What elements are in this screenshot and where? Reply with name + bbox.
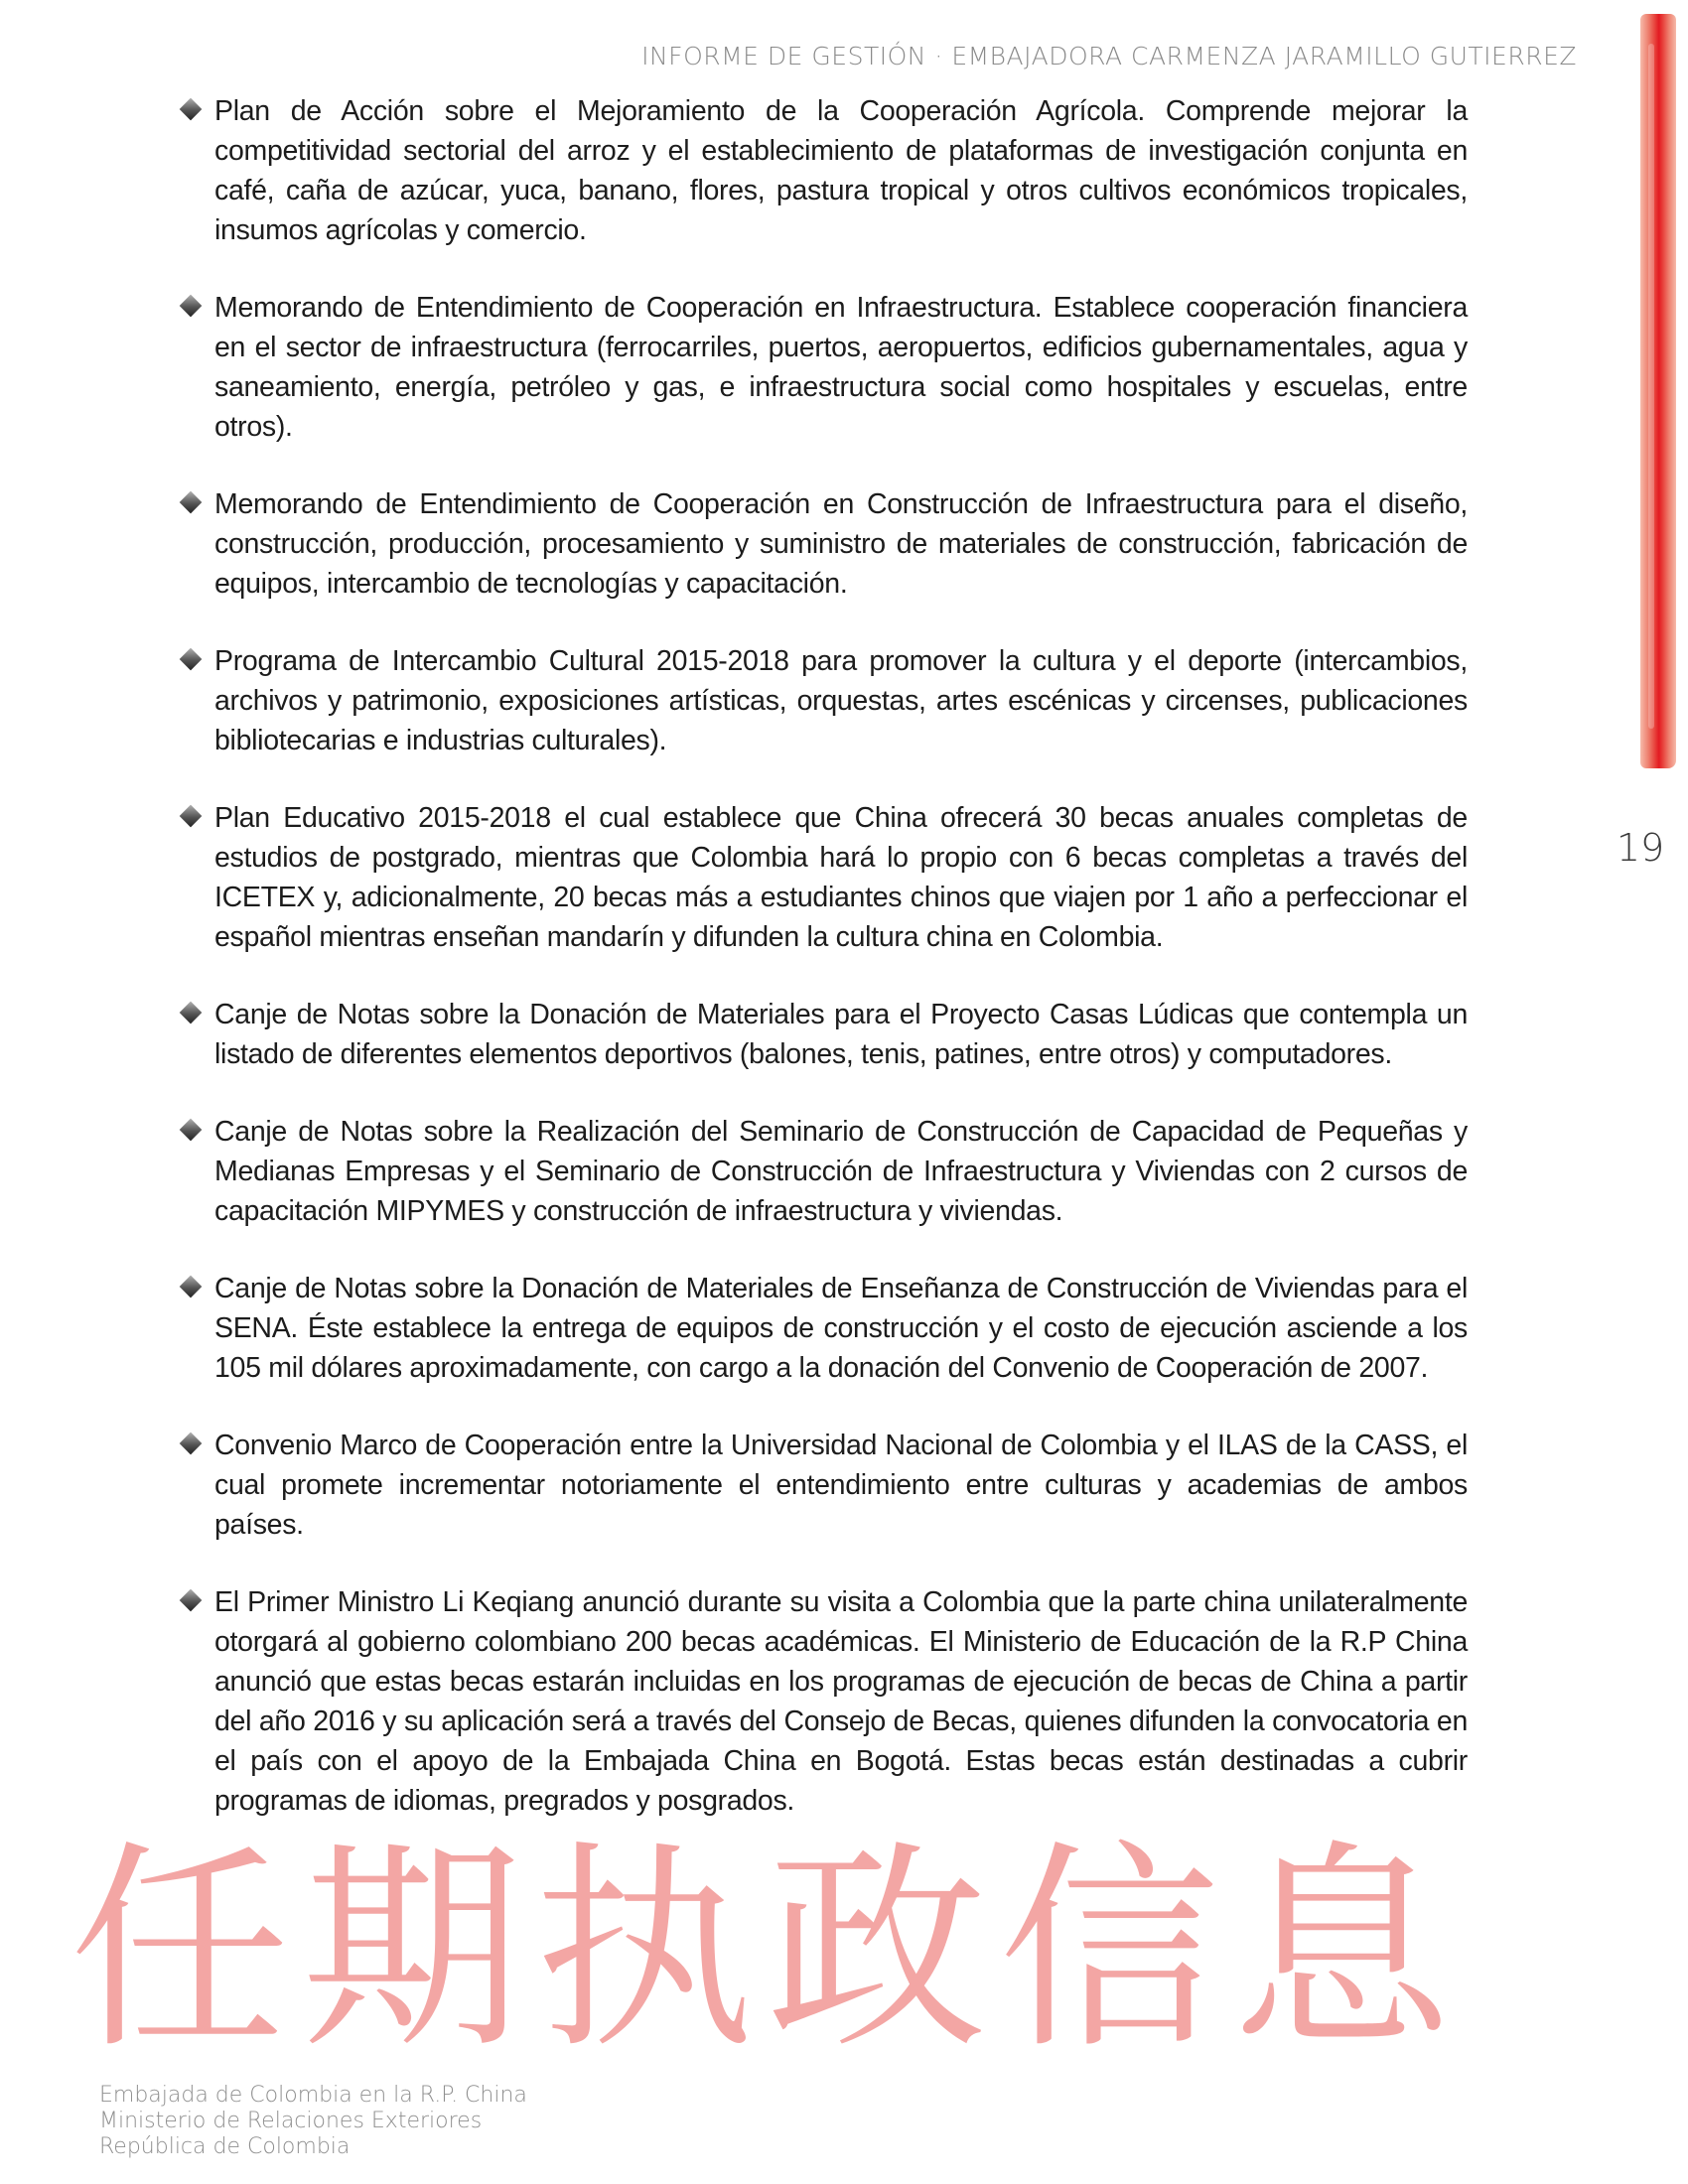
diamond-bullet-icon: [180, 1276, 203, 1298]
diamond-bullet-icon: [180, 648, 203, 671]
list-item: [179, 1582, 1468, 1821]
red-brush-stroke: [1640, 14, 1676, 768]
list-item-text: Canje de Notas sobre la Donación de Materiales para el Proyecto Casas Lúdicas que contempla un listado de diferentes elementos deportivos (balones, tenis, patines, entre otros) y computadores.: [214, 999, 1468, 1070]
list-item: [179, 798, 1468, 957]
list-item-text: El Primer Ministro Li Keqiang anunció durante su visita a Colombia que la parte china unilateralmente otorgará al gobierno colombiano 200 becas académicas. El Ministerio de Educación de la R.P China anunció que estas becas estarán incluidas en los programas de ejecución de becas de China a partir del año 2016 y su aplicación será a través del Consejo de Becas, quienes difunden la convocatoria en el país con el apoyo de la Embajada China en Bogotá. Estas becas están destinadas a cubrir programas de idiomas, pregrados y posgrados.: [214, 1586, 1468, 1817]
list-item-text: Memorando de Entendimiento de Cooperación en Construcción de Infraestructura para el diseño, construcción, producción, procesamiento y suministro de materiales de construcción, fabricación de equipos, intercambio de tecnologías y capacitación.: [214, 488, 1468, 600]
list-item: [179, 641, 1468, 760]
list-item: [179, 995, 1468, 1074]
list-item-text: Programa de Intercambio Cultural 2015-2018 para promover la cultura y el deporte (intercambios, archivos y patrimonio, exposiciones artísticas, orquestas, artes escénicas y circenses, publicaciones bibliotecarias e industrias culturales).: [214, 645, 1468, 756]
diamond-bullet-icon: [180, 1589, 203, 1612]
chinese-title-banner: 任期执政信息: [70, 1823, 1464, 2079]
diamond-bullet-icon: [180, 98, 203, 121]
list-item-text: Canje de Notas sobre la Realización del Seminario de Construcción de Capacidad de Pequeñas y Medianas Empresas y el Seminario de Construcción de Infraestructura y Viviendas con 2 cursos de capacitación MIPYMES y construcción de infraestructura y viviendas.: [214, 1116, 1468, 1227]
footer: [99, 2083, 527, 2160]
list-item: [179, 91, 1468, 250]
list-item-text: Plan Educativo 2015-2018 el cual establece que China ofrecerá 30 becas anuales completas de estudios de postgrado, mientras que Colombia hará lo propio con 6 becas completas a través del ICETEX y, adicionalmente, 20 becas más a estudiantes chinos que viajen por 1 año a perfeccionar el español mientras enseñan mandarín y difunden la cultura china en Colombia.: [214, 802, 1468, 953]
list-item-text: Convenio Marco de Cooperación entre la Universidad Nacional de Colombia y el ILAS de la CASS, el cual promete incrementar notoriamente el entendimiento entre culturas y academias de ambos países.: [214, 1430, 1468, 1541]
list-item: [179, 288, 1468, 447]
diamond-bullet-icon: [180, 491, 203, 514]
diamond-bullet-icon: [180, 295, 203, 318]
list-item-text: Memorando de Entendimiento de Cooperación en Infraestructura. Establece cooperación financiera en el sector de infraestructura (ferrocarriles, puertos, aeropuertos, edificios gubernamentales, agua y saneamiento, energía, petróleo y gas, e infraestructura social como hospitales y escuelas, entre otros).: [214, 292, 1468, 443]
page-header: INFORME DE GESTIÓN · EMBAJADORA CARMENZA JARAMILLO GUTIERREZ: [641, 42, 1577, 70]
page-number: 19: [1616, 826, 1665, 870]
list-item: [179, 1269, 1468, 1388]
footer-country: República de Colombia: [99, 2134, 351, 2159]
list-item: [179, 1426, 1468, 1545]
diamond-bullet-icon: [180, 805, 203, 828]
diamond-bullet-icon: [180, 1002, 203, 1024]
diamond-bullet-icon: [180, 1119, 203, 1142]
list-item: [179, 1112, 1468, 1231]
list-item-text: Canje de Notas sobre la Donación de Materiales de Enseñanza de Construcción de Viviendas para el SENA. Éste establece la entrega de equipos de construcción y el costo de ejecución asciende a los 105 mil dólares aproximadamente, con cargo a la donación del Convenio de Cooperación de 2007.: [214, 1273, 1468, 1384]
footer-ministry: Ministerio de Relaciones Exteriores: [99, 2109, 483, 2133]
list-item: [179, 484, 1468, 604]
bullet-list: [179, 91, 1468, 1858]
footer-embassy: Embajada de Colombia en la R.P. China: [99, 2083, 527, 2108]
list-item-text: Plan de Acción sobre el Mejoramiento de la Cooperación Agrícola. Comprende mejorar la competitividad sectorial del arroz y el establecimiento de plataformas de investigación conjunta en café, caña de azúcar, yuca, banano, flores, pastura tropical y otros cultivos económicos tropicales, insumos agrícolas y comercio.: [214, 95, 1468, 246]
diamond-bullet-icon: [180, 1433, 203, 1455]
